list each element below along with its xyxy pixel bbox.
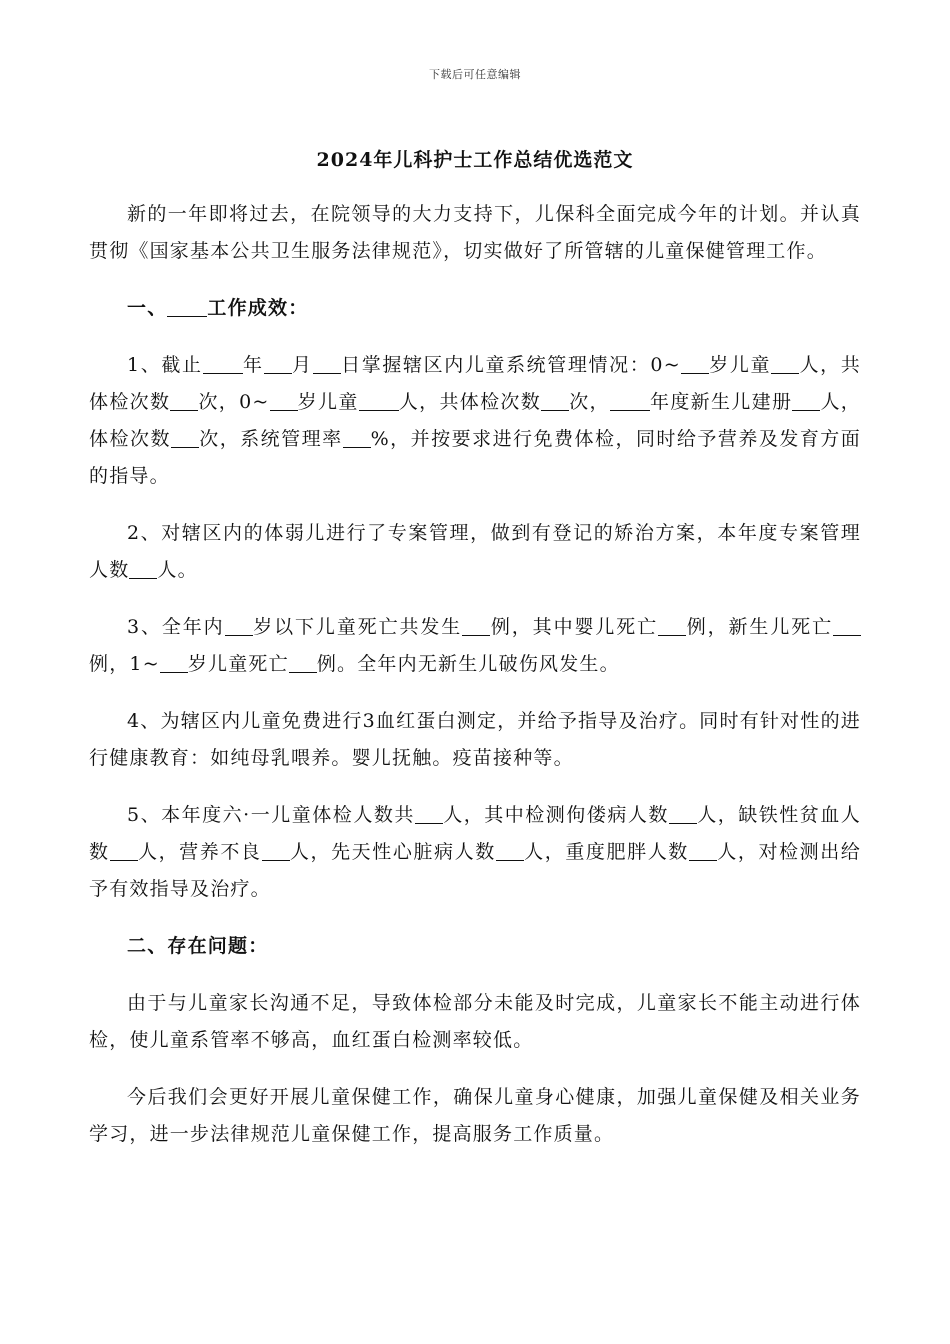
text-segment: 次， xyxy=(569,391,610,413)
text-segment: 次，0~ xyxy=(198,391,270,413)
document-body xyxy=(89,196,861,1173)
text-segment: %，并按要求进行免费体检，同时给予营养及发育方面的指导。 xyxy=(89,428,861,487)
text-segment: 人，共体检次数 xyxy=(398,391,542,413)
blank-field xyxy=(270,391,298,411)
blank-field xyxy=(343,428,371,448)
text-segment: 3、全年内 xyxy=(127,616,225,638)
text-segment: 人，营养不良 xyxy=(137,841,262,863)
text-segment: 岁儿童 xyxy=(297,391,359,413)
blank-field xyxy=(496,841,524,861)
text-segment: 日掌握辖区内儿童系统管理情况：0~ xyxy=(340,354,681,376)
blank-field xyxy=(610,391,650,411)
blank-field xyxy=(792,391,820,411)
text-segment: 人。 xyxy=(157,559,198,581)
blank-field xyxy=(264,354,292,374)
text-segment: 例，其中婴儿死亡 xyxy=(490,616,659,638)
blank-field xyxy=(129,559,157,579)
text-segment: 人，重度肥胖人数 xyxy=(523,841,689,863)
item-5-paragraph xyxy=(89,797,861,908)
text-segment: 人，对检测出给予有效指导及治疗。 xyxy=(89,841,861,900)
text-segment: 例，1~ xyxy=(89,653,160,675)
blank-field xyxy=(689,841,717,861)
blank-field xyxy=(313,354,341,374)
problem-paragraph: 由于与儿童家长沟通不足，导致体检部分未能及时完成，儿童家长不能主动进行体检，使儿童系管率不够高，血红蛋白检测率较低。 xyxy=(89,992,861,1051)
blank-field xyxy=(171,428,199,448)
blank-field xyxy=(167,297,207,317)
item-3-paragraph xyxy=(89,609,861,683)
blank-field xyxy=(225,616,253,636)
text-segment: 岁以下儿童死亡共发生 xyxy=(252,616,463,638)
blank-field xyxy=(359,391,399,411)
text-segment: 5、本年度六·一儿童体检人数共 xyxy=(127,804,415,826)
blank-field xyxy=(658,616,686,636)
item-2-paragraph xyxy=(89,515,861,589)
text-segment: 人，其中检测佝偻病人数 xyxy=(442,804,669,826)
text-segment: 2、对辖区内的体弱儿进行了专案管理，做到有登记的矫治方案，本年度专案管理人数 xyxy=(89,522,861,581)
item-4-paragraph: 4、为辖区内儿童免费进行3血红蛋白测定，并给予指导及治疗。同时有针对性的进行健康教育：如纯母乳喂养。婴儿抚触。疫苗接种等。 xyxy=(89,710,861,769)
text-segment: 年度新生儿建册 xyxy=(649,391,793,413)
closing-paragraph: 今后我们会更好开展儿童保健工作，确保儿童身心健康，加强儿童保健及相关业务学习，进一步法律规范儿童保健工作，提高服务工作质量。 xyxy=(89,1086,861,1145)
intro-paragraph: 新的一年即将过去，在院领导的大力支持下，儿保科全面完成今年的计划。并认真贯彻《国家基本公共卫生服务法律规范》，切实做好了所管辖的儿童保健管理工作。 xyxy=(89,203,861,262)
blank-field xyxy=(541,391,569,411)
blank-field xyxy=(170,391,198,411)
section-title: 工作成效： xyxy=(207,297,309,319)
text-segment: 年 xyxy=(242,354,264,376)
text-segment: 岁儿童死亡 xyxy=(187,653,289,675)
text-segment: 次，系统管理率 xyxy=(198,428,343,450)
blank-field xyxy=(262,841,290,861)
text-segment: 例，新生儿死亡 xyxy=(686,616,833,638)
text-segment: 人，共体检次数 xyxy=(89,354,861,413)
section-number: 一、 xyxy=(127,297,168,319)
document-title: 2024年儿科护士工作总结优选范文 xyxy=(316,149,634,171)
item-1-paragraph xyxy=(89,347,861,495)
text-segment: 人，先天性心脏病人数 xyxy=(289,841,496,863)
text-segment: 月 xyxy=(291,354,313,376)
blank-field xyxy=(110,841,138,861)
blank-field xyxy=(289,653,317,673)
text-segment: 1、截止 xyxy=(127,354,203,376)
blank-field xyxy=(462,616,490,636)
blank-field xyxy=(669,804,697,824)
blank-field xyxy=(833,616,861,636)
text-segment: 人，缺铁性贫血人数 xyxy=(89,804,862,863)
blank-field xyxy=(771,354,799,374)
section-heading-results xyxy=(89,290,861,327)
blank-field xyxy=(681,354,709,374)
text-segment: 例。全年内无新生儿破伤风发生。 xyxy=(316,653,620,675)
text-segment: 岁儿童 xyxy=(708,354,772,376)
header-note: 下载后可任意编辑 xyxy=(429,68,521,81)
blank-field xyxy=(160,653,188,673)
section-heading-problems: 二、存在问题： xyxy=(127,935,269,957)
text-segment: 人，体检次数 xyxy=(89,391,861,450)
blank-field xyxy=(203,354,243,374)
blank-field xyxy=(415,804,443,824)
